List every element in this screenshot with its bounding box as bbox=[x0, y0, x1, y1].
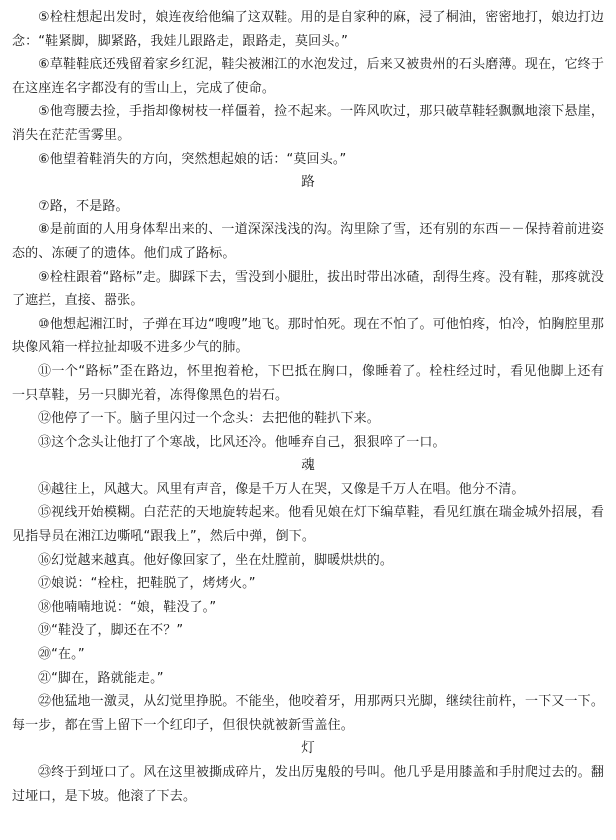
paragraph: ⑱他喃喃地说：“娘，鞋没了。” bbox=[38, 599, 217, 615]
section-heading-soul: 魂 bbox=[301, 457, 315, 474]
paragraph: ⑰娘说：“栓柱，把鞋脱了，烤烤火。” bbox=[38, 576, 256, 592]
paragraph: ⑤栓柱想起出发时，娘连夜给他编了这双鞋。用的是自家种的麻，浸了桐油，密密地打，娘边打边念：“鞋紧脚，脚紧路，我娃儿跟路走，跟路走，莫回头。” bbox=[12, 10, 604, 49]
paragraph: ⑪一个“路标”歪在路边，怀里抱着枪，下巴抵在胸口，像睡着了。栓柱经过时，看见他脚上还有一只草鞋，另一只脚光着，冻得像黑色的岩石。 bbox=[12, 363, 604, 403]
paragraph: ⑮视线开始模糊。白茫茫的天地旋转起来。他看见娘在灯下编草鞋，看见红旗在瑞金城外招展，看见指导员在湘江边嘶吼“跟我上”，然后中弹，倒下。 bbox=[12, 505, 604, 545]
paragraph: ㉑“脚在，路就能走。” bbox=[38, 670, 164, 686]
paragraph: ⑯幻觉越来越真。他好像回家了，坐在灶膛前，脚暖烘烘的。 bbox=[38, 552, 394, 568]
paragraph: ⑤他弯腰去捡，手指却像树枝一样僵着，捡不起来。一阵风吹过，那只破草鞋轻飘飘地滚下悬崖，消失在茫茫雪雾里。 bbox=[12, 104, 604, 143]
paragraph: ⑲“鞋没了，脚还在不？” bbox=[38, 623, 184, 639]
paragraph: ⑥他望着鞋消失的方向，突然想起娘的话：“莫回头。” bbox=[38, 151, 347, 167]
paragraph: ⑥草鞋鞋底还残留着家乡红泥，鞋尖被湘江的水泡发过，后来又被贵州的石头磨薄。现在，它终于在这座连名字都没有的雪山上，完成了使命。 bbox=[12, 57, 604, 96]
paragraph: ⑭越往上，风越大。风里有声音，像是千万人在哭，又像是千万人在唱。他分不清。 bbox=[38, 481, 525, 497]
paragraph: ⑬这个念头让他打了个寒战，比风还冷。他唾弃自己，狠狠啐了一口。 bbox=[38, 434, 446, 450]
paragraph: ㉒他猛地一激灵，从幻觉里挣脱。不能坐，他咬着牙，用那两只光脚，继续往前杵，一下又一下。每一步，都在雪上留下一个红印子，但很快就被新雪盖住。 bbox=[12, 694, 604, 733]
section-heading-road: 路 bbox=[301, 174, 315, 191]
paragraph: ㉓终于到垭口了。风在这里被撕成碎片，发出厉鬼般的号叫。他几乎是用膝盖和手肘爬过去的。翻过垭口，是下坡。他滚了下去。 bbox=[12, 765, 604, 804]
paragraph: ⑦路，不是路。 bbox=[38, 198, 129, 214]
paragraph: ⑫他停了一下。脑子里闪过一个念头：去把他的鞋扒下来。 bbox=[38, 411, 380, 427]
paragraph: ⑧是前面的人用身体犁出来的、一道深深浅浅的沟。沟里除了雪，还有别的东西－－保持着前进姿态的、冻硬了的遗体。他们成了路标。 bbox=[12, 222, 604, 261]
paragraph: ⑨栓柱跟着“路标”走。脚踩下去，雪没到小腿肚，拔出时带出冰碴，刮得生疼。没有鞋，那疼就没了遮拦，直接、嚣张。 bbox=[12, 269, 604, 309]
paragraph: ⑩他想起湘江时，子弹在耳边“嗖嗖”地飞。那时怕死。现在不怕了。可他怕疼，怕冷，怕胸腔里那块像风箱一样拉扯却吸不进多少气的肺。 bbox=[12, 316, 604, 356]
paragraph: ⑳“在。” bbox=[38, 647, 85, 663]
section-heading-lamp: 灯 bbox=[301, 740, 315, 757]
